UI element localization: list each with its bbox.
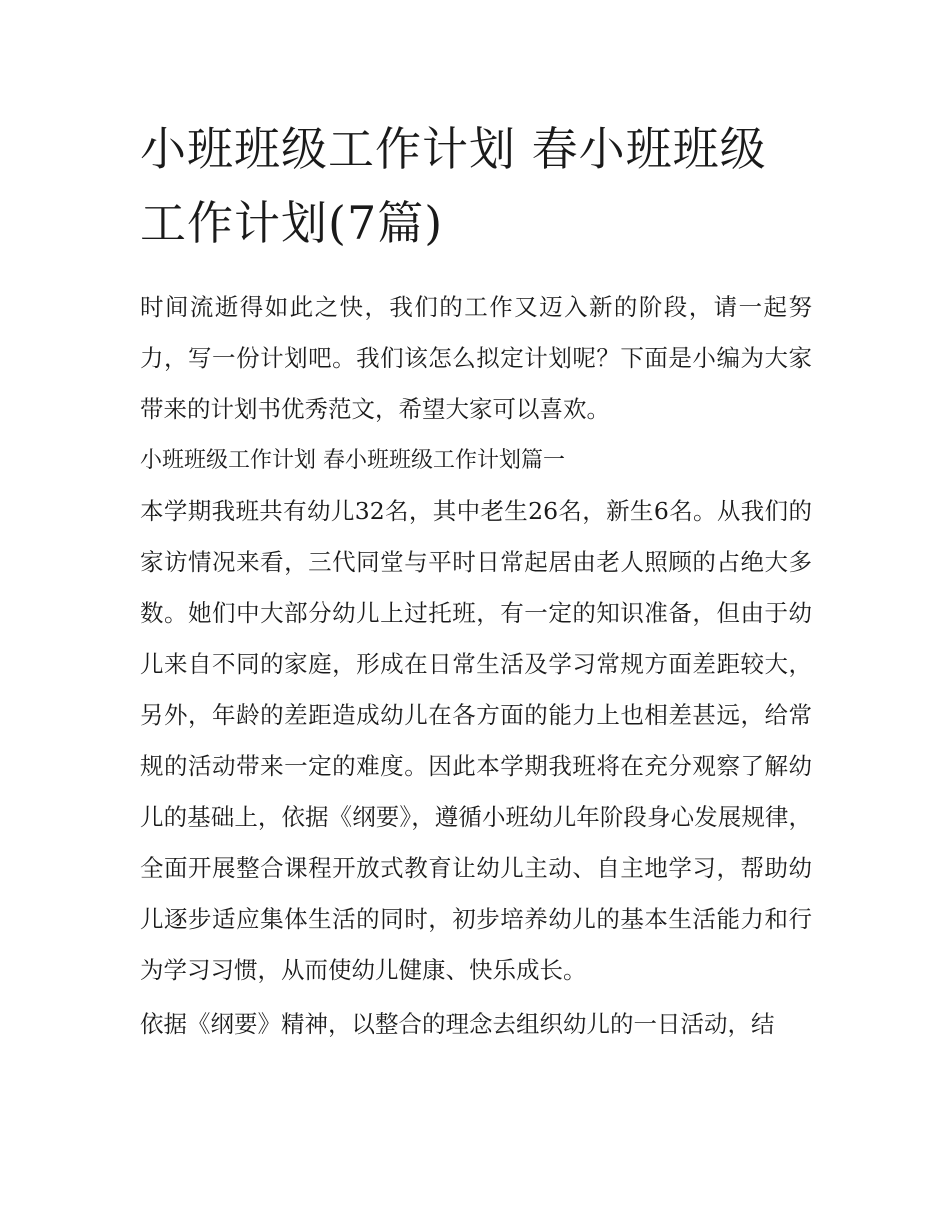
- body-paragraph-2: 依据《纲要》精神，以整合的理念去组织幼儿的一日活动，结: [140, 1010, 775, 1038]
- document-page: [140, 112, 812, 1050]
- document-title: 小班班级工作计划 春小班班级工作计划(7篇): [140, 122, 767, 250]
- body-paragraph-1: 本学期我班共有幼儿32名，其中老生26名，新生6名。从我们的家访情况来看，三代同堂与平时日常起居由老人照顾的占绝大多数。她们中大部分幼儿上过托班，有一定的知识准备，但由于幼儿来自不同的家庭，形成在日常生活及学习常规方面差距较大，另外，年龄的差距造成幼儿在各方面的能力上也相差甚远，给常规的活动带来一定的难度。因此本学期我班将在充分观察了解幼儿的基础上，依据《纲要》，遵循小班幼儿年阶段身心发展规律，全面开展整合课程开放式教育让幼儿主动、自主地学习，帮助幼儿逐步适应集体生活的同时，初步培养幼儿的基本生活能力和行为学习习惯，从而使幼儿健康、快乐成长。: [140, 497, 812, 984]
- intro-paragraph: 时间流逝得如此之快，我们的工作又迈入新的阶段，请一起努力，写一份计划吧。我们该怎么拟定计划呢？下面是小编为大家带来的计划书优秀范文，希望大家可以喜欢。: [140, 293, 812, 423]
- section-heading: 小班班级工作计划 春小班班级工作计划篇一: [140, 448, 565, 473]
